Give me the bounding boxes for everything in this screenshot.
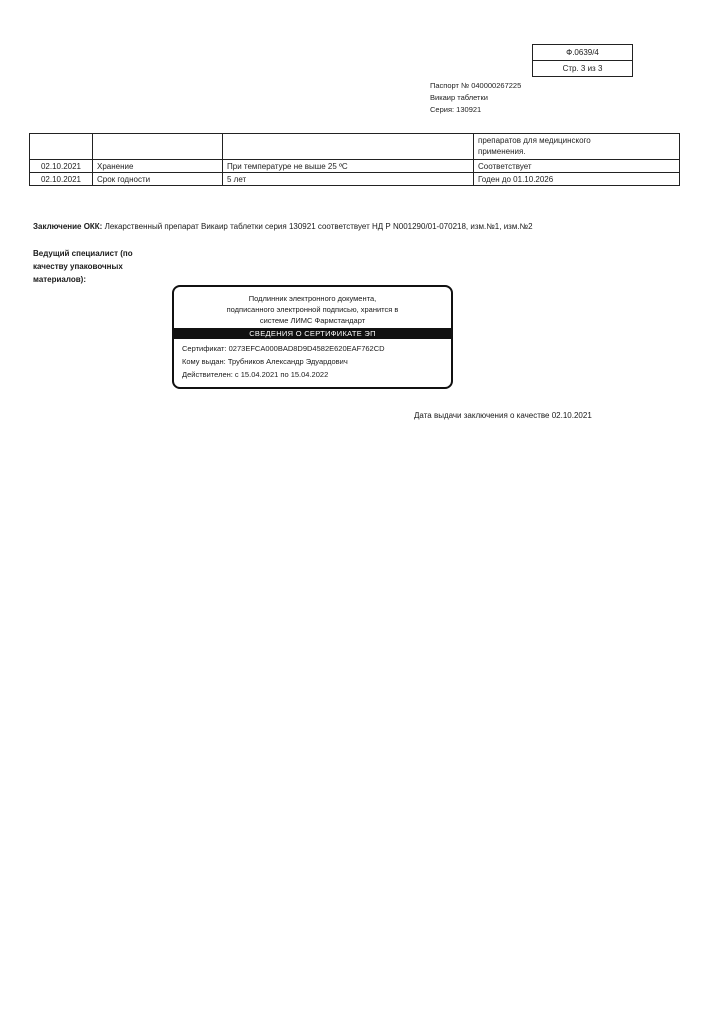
form-code-box xyxy=(532,44,633,77)
table-row xyxy=(30,160,680,173)
quality-table xyxy=(29,133,680,186)
stamp-validity: Действителен: с 15.04.2021 по 15.04.2022 xyxy=(182,370,329,379)
stamp-text-line: системе ЛИМС Фармстандарт xyxy=(259,316,366,325)
passport-number: Паспорт № 040000267225 xyxy=(430,81,522,90)
cell-result: Соответствует xyxy=(474,160,680,173)
cell-norm: 5 лет xyxy=(223,173,474,186)
cell-result: Годен до 01.10.2026 xyxy=(474,173,680,186)
cell-norm xyxy=(223,134,474,160)
stamp-issued-to: Кому выдан: Трубников Александр Эдуардович xyxy=(182,357,348,366)
cell-date: 02.10.2021 xyxy=(30,160,93,173)
cell-result-line: применения. xyxy=(478,147,526,156)
cell-norm: При температуре не выше 25 ºС xyxy=(223,160,474,173)
conclusion xyxy=(33,220,573,233)
passport-header xyxy=(430,80,521,116)
cell-result xyxy=(474,134,680,160)
cell-date xyxy=(30,134,93,160)
stamp-text-line: Подлинник электронного документа, xyxy=(248,294,377,303)
cell-date: 02.10.2021 xyxy=(30,173,93,186)
stamp-header xyxy=(174,287,451,328)
series-number: Серия: 130921 xyxy=(430,105,482,114)
cell-name: Срок годности xyxy=(93,173,223,186)
cell-result-line: препаратов для медицинского xyxy=(478,136,591,145)
page-number: Стр. 3 из 3 xyxy=(533,60,632,76)
specialist-label: Ведущий специалист (по качеству упаковочных материалов): xyxy=(33,249,133,284)
conclusion-text: Лекарственный препарат Викаир таблетки серия 130921 соответствует НД Р N001290/01-070218, изм.№1, изм.№2 xyxy=(102,222,533,231)
product-name: Викаир таблетки xyxy=(430,93,488,102)
stamp-certificate-bar: СВЕДЕНИЯ О СЕРТИФИКАТЕ ЭП xyxy=(174,328,451,339)
electronic-signature-stamp xyxy=(172,285,453,389)
stamp-certificate: Сертификат: 0273EFCA000BAD8D9D4582E620EAF762CD xyxy=(182,344,385,353)
issue-date: Дата выдачи заключения о качестве 02.10.2021 xyxy=(414,411,592,420)
stamp-text-line: подписанного электронной подписью, хранится в xyxy=(226,305,399,314)
form-code: Ф.0639/4 xyxy=(566,48,599,57)
conclusion-label: Заключение ОКК: xyxy=(33,222,103,231)
cell-name xyxy=(93,134,223,160)
cell-name: Хранение xyxy=(93,160,223,173)
table-row xyxy=(30,173,680,186)
table-row xyxy=(30,134,680,160)
